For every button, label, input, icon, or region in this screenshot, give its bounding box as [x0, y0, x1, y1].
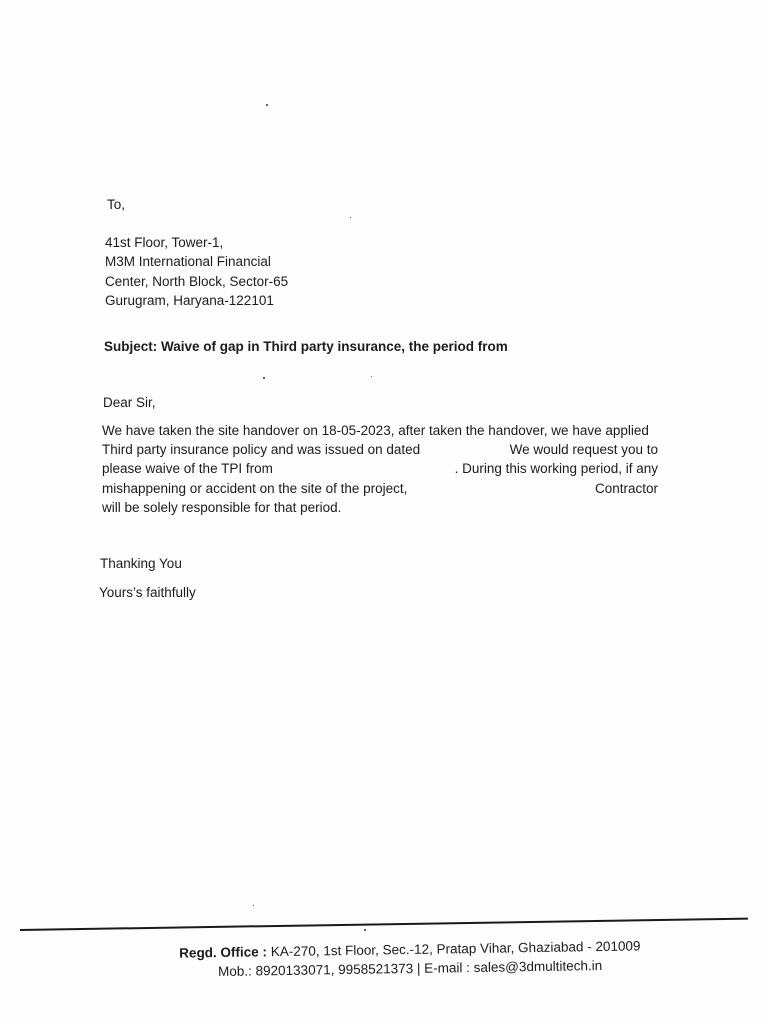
- scan-speck: [253, 905, 254, 906]
- body-text: Contractor: [594, 480, 658, 496]
- address-line: Gurugram, Haryana-122101: [105, 292, 274, 308]
- office-address: KA-270, 1st Floor, Sec.-12, Pratap Vihar, Ghaziabad - 201009: [270, 938, 641, 960]
- body-text: please waive of the TPI from: [102, 461, 273, 477]
- body-text: . During this working period, if any: [454, 461, 658, 477]
- scan-speck: [263, 377, 265, 379]
- recipient-to: To,: [107, 197, 126, 212]
- scan-speck: [266, 104, 268, 106]
- body-text: mishappening or accident on the site of the project,: [102, 480, 408, 496]
- letterhead-footer: [130, 936, 691, 983]
- body-text: We have taken the site handover on 18-05-2023, after taken the handover, we have applied: [102, 423, 649, 438]
- body-line: [102, 440, 658, 459]
- footer-divider: [20, 918, 748, 931]
- address-line: M3M International Financial: [105, 254, 271, 270]
- address-line: 41st Floor, Tower-1,: [105, 235, 224, 250]
- signoff: Yours’s faithfully: [99, 585, 196, 600]
- closing: Thanking You: [100, 556, 182, 571]
- body-paragraph: [102, 421, 658, 517]
- scan-speck: [364, 929, 366, 931]
- body-line: [102, 479, 658, 498]
- body-text: will be solely responsible for that period.: [102, 499, 342, 515]
- recipient-address: [105, 233, 288, 310]
- body-line: [102, 421, 658, 440]
- subject-line: Subject: Waive of gap in Third party insurance, the period from: [104, 339, 508, 354]
- address-line: Center, North Block, Sector-65: [105, 273, 289, 289]
- office-label: Regd. Office :: [179, 944, 268, 961]
- scan-speck: [371, 376, 372, 377]
- body-line: [102, 459, 658, 478]
- scan-speck: [350, 217, 351, 218]
- body-text: Third party insurance policy and was issued on dated: [102, 442, 421, 458]
- body-text: We would request you to: [509, 442, 658, 458]
- salutation: Dear Sir,: [103, 395, 156, 410]
- contact-line: Mob.: 8920133071, 9958521373 | E-mail : sales@3dmultitech.in: [217, 957, 603, 980]
- body-line: [102, 498, 658, 517]
